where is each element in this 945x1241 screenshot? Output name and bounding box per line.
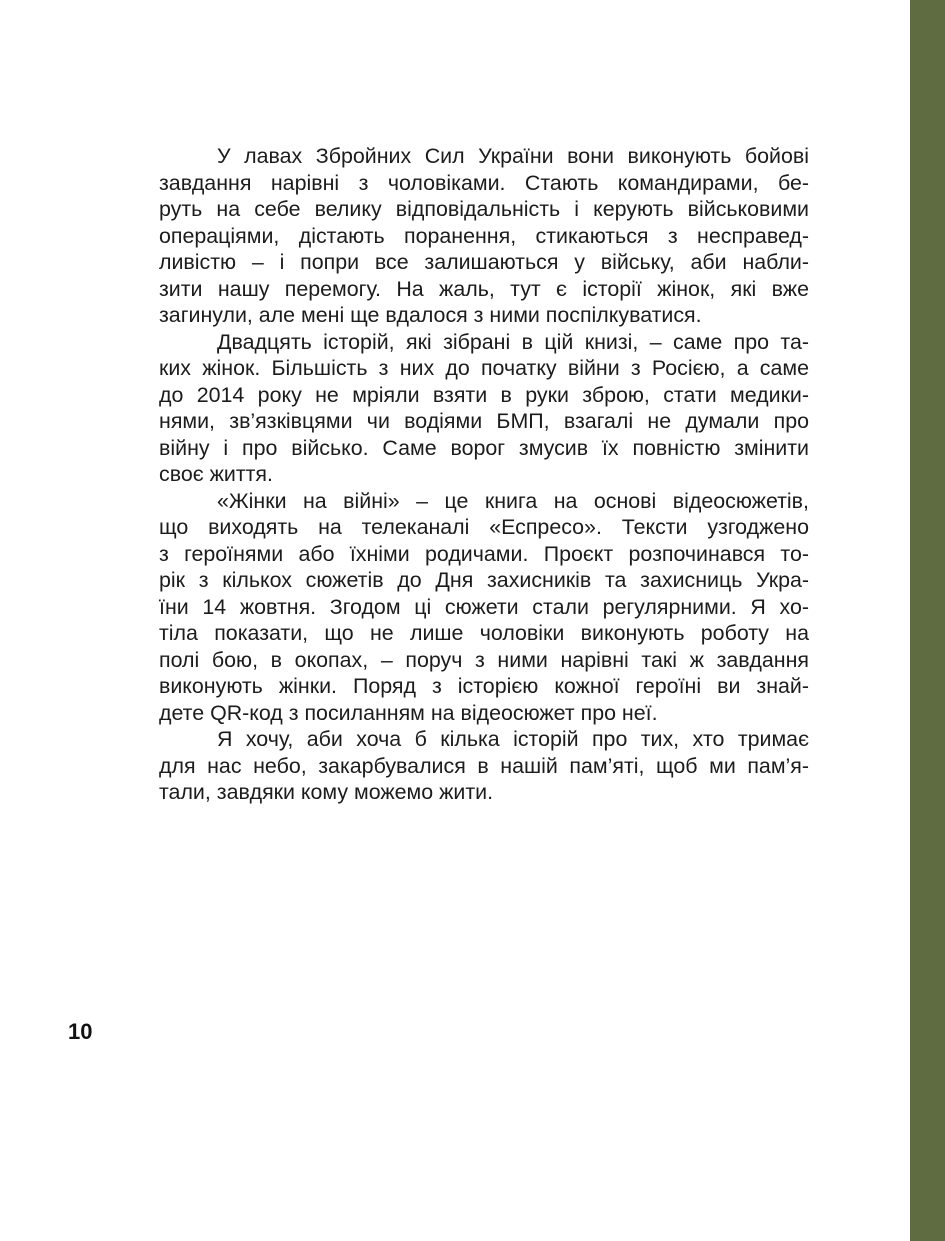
paragraph-2 <box>159 329 809 488</box>
text-line: Я хочу, аби хоча б кілька історій про тих, хто тримає <box>217 727 809 751</box>
text-line: для нас небо, закарбувалися в нашій пам’яті, щоб ми пам’я- <box>159 753 809 778</box>
text-line: рік з кількох сюжетів до Дня захисників та захисниць Укра- <box>159 568 809 592</box>
text-line: ливістю – і попри все залишаються у війську, аби набли- <box>159 250 809 274</box>
body-text <box>159 143 809 806</box>
text-line: полі бою, в окопах, – поруч з ними нарівні такі ж завдання <box>159 647 809 672</box>
text-line: руть на себе велику відповідальність і керують військовими <box>159 197 809 221</box>
text-line: завдання нарівні з чоловіками. Стають командирами, бе- <box>159 170 809 195</box>
paragraph-3 <box>159 488 809 727</box>
text-line: Двадцять історій, які зібрані в цій книзі, – саме про та- <box>217 329 809 354</box>
text-line: дете QR-код з посиланням на відеосюжет про неї. <box>159 700 658 725</box>
text-line: їни 14 жовтня. Згодом ці сюжети стали регулярними. Я хо- <box>159 594 809 619</box>
text-line: «Жінки на війні» – це книга на основі відеосюжетів, <box>217 488 809 513</box>
text-line: зити нашу перемогу. На жаль, тут є історії жінок, які вже <box>159 276 809 301</box>
paragraph-4 <box>159 726 809 806</box>
text-line: з героїнями або їхніми родичами. Проєкт розпочинався то- <box>159 541 809 566</box>
text-line: ких жінок. Більшість з них до початку війни з Росією, а саме <box>159 356 809 380</box>
side-color-band <box>910 0 945 1241</box>
text-line: нями, зв’язківцями чи водіями БМП, взагалі не думали про <box>159 409 809 433</box>
text-line: що виходять на телеканалі «Еспресо». Тексти узгоджено <box>159 515 809 539</box>
text-line: операціями, дістають поранення, стикаються з несправед- <box>159 223 809 248</box>
text-line: до 2014 року не мріяли взяти в руки зброю, стати медики- <box>159 382 809 407</box>
page-number: 10 <box>68 1019 93 1044</box>
paragraph-1 <box>159 143 809 329</box>
text-line: виконують жінки. Поряд з історією кожної героїні ви знай- <box>159 674 809 698</box>
text-line: своє життя. <box>159 462 273 486</box>
text-line: тали, завдяки кому можемо жити. <box>159 780 494 804</box>
text-line: У лавах Збройних Сил України вони виконують бойові <box>217 144 809 168</box>
text-line: війну і про військо. Саме ворог змусив їх повністю змінити <box>159 435 809 460</box>
text-line: тіла показати, що не лише чоловіки виконують роботу на <box>159 621 809 645</box>
text-line: загинули, але мені ще вдалося з ними поспілкуватися. <box>159 303 702 327</box>
